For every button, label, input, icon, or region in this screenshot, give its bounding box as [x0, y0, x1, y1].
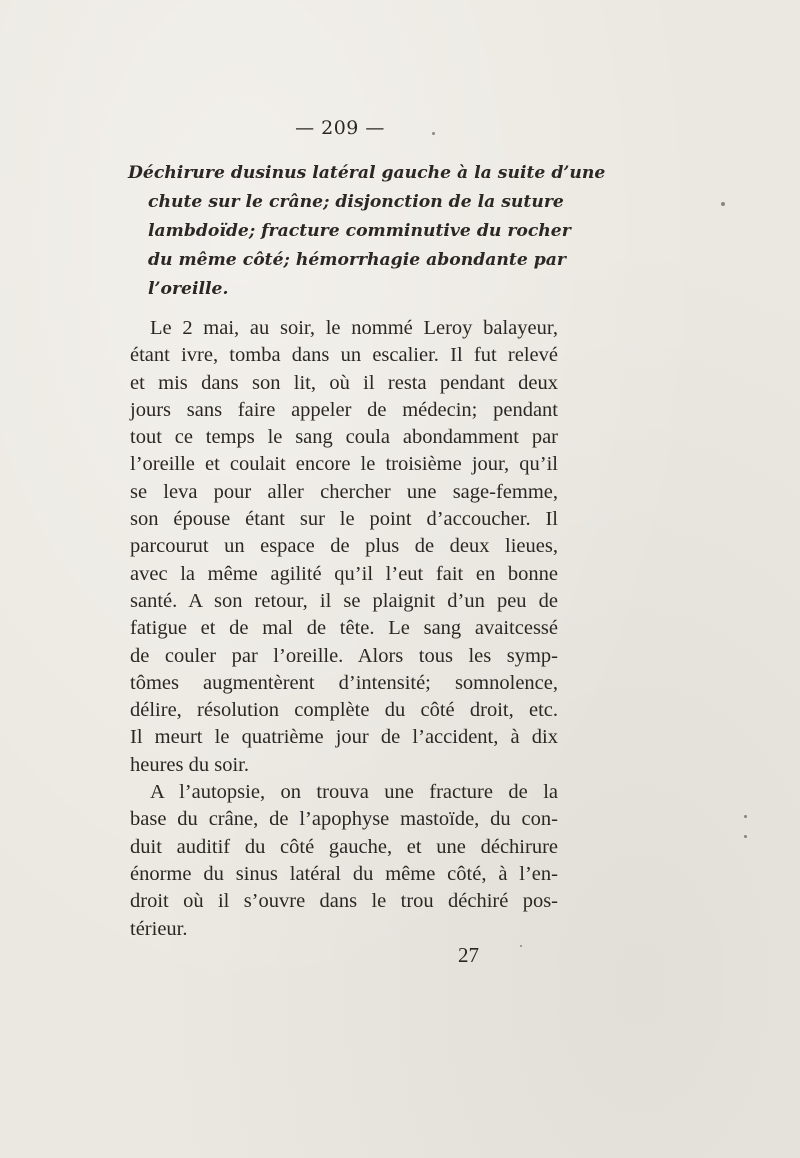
title-line: lambdoïde; fracture comminutive du rocher: [148, 221, 571, 241]
text-line: heures du soir.: [130, 753, 249, 776]
paper-speck: [520, 945, 522, 947]
section-title: [128, 159, 606, 304]
page-number: — 209 —: [295, 117, 385, 139]
body-text: [130, 315, 558, 943]
title-line: Déchirure dusinus latéral gauche à la suite d’une: [128, 163, 606, 183]
text-line: son épouse étant sur le point d’accoucher. Il: [130, 508, 558, 531]
text-line: base du crâne, de l’apophyse mastoïde, du con-: [130, 808, 558, 831]
text-line: tômes augmentèrent d’intensité; somnolence,: [130, 671, 558, 694]
text-line: délire, résolution complète du côté droit, etc.: [130, 699, 558, 722]
paper-speck: [721, 202, 725, 206]
text-line: santé. A son retour, il se plaignit d’un peu de: [130, 589, 558, 612]
text-line: duit auditif du côté gauche, et une déchirure: [130, 835, 558, 858]
paper-speck: [432, 132, 435, 135]
signature-mark: 27: [458, 943, 479, 967]
text-line: parcourut un espace de plus de deux lieues,: [130, 535, 558, 558]
title-line: chute sur le crâne; disjonction de la suture: [148, 192, 564, 212]
text-line: Il meurt le quatrième jour de l’accident, à dix: [130, 726, 558, 749]
text-line: fatigue et de mal de tête. Le sang avaitcessé: [130, 617, 558, 640]
text-line: étant ivre, tomba dans un escalier. Il fut relevé: [130, 344, 558, 367]
text-line: jours sans faire appeler de médecin; pendant: [130, 398, 558, 421]
text-line: Le 2 mai, au soir, le nommé Leroy balayeur,: [150, 317, 558, 339]
text-line: énorme du sinus latéral du même côté, à l’en-: [130, 862, 558, 885]
paper-speck: [744, 815, 747, 818]
text-line: de couler par l’oreille. Alors tous les symp-: [130, 644, 558, 667]
text-line: se leva pour aller chercher une sage-femme,: [130, 480, 558, 503]
title-line: du même côté; hémorrhagie abondante par: [148, 250, 566, 270]
text-line: et mis dans son lit, où il resta pendant deux: [130, 371, 558, 394]
title-line: l’oreille.: [148, 279, 229, 299]
text-line: l’oreille et coulait encore le troisième jour, qu’il: [130, 453, 558, 476]
text-line: A l’autopsie, on trouva une fracture de la: [150, 781, 558, 804]
text-line: avec la même agilité qu’il l’eut fait en bonne: [130, 562, 558, 585]
text-line: droit où il s’ouvre dans le trou déchiré pos-: [130, 890, 558, 913]
text-line: tout ce temps le sang coula abondamment par: [130, 426, 558, 449]
paper-speck: [744, 835, 747, 838]
text-line: térieur.: [130, 917, 188, 940]
